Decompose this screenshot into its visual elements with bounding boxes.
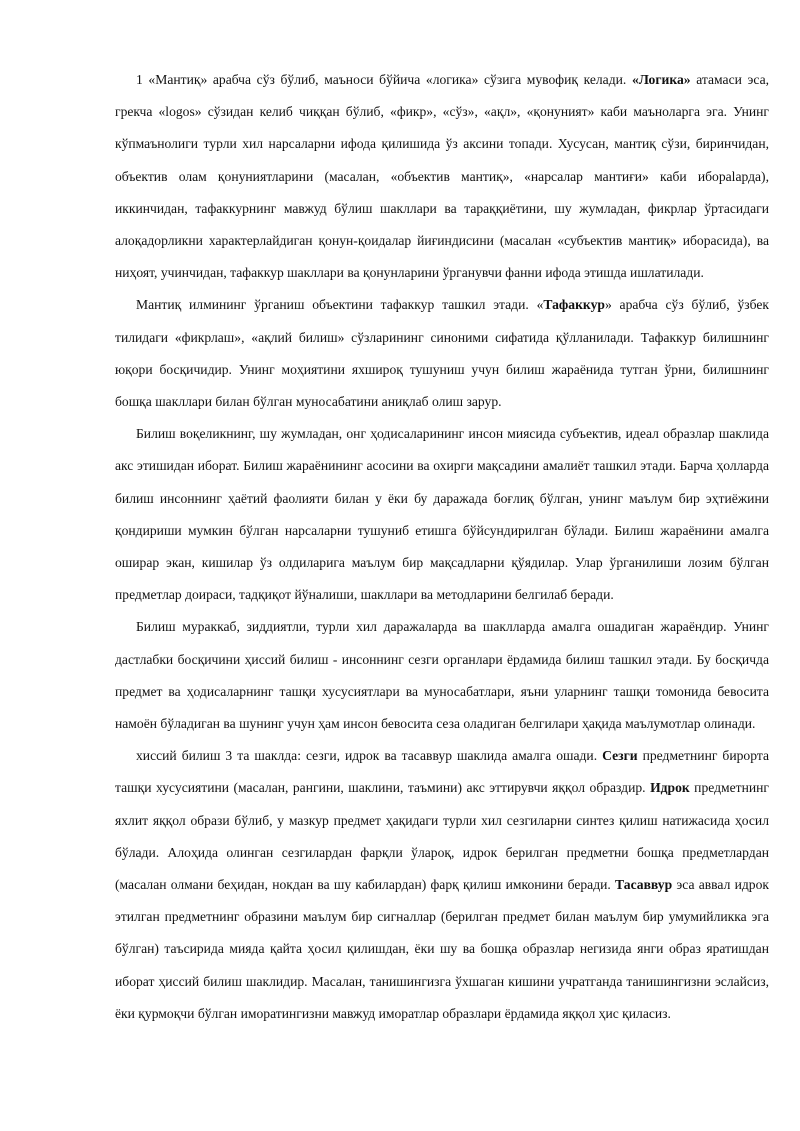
p1-text-1: 1 «Мантиқ» арабча сўз бўлиб, маъноси бўйича «логика» сўзига мувофиқ келади. (136, 72, 632, 87)
p2-text-2: » арабча сўз бўлиб, ўзбек тилидаги «фикрлаш», «ақлий билиш» сўзларининг синоними сифатида қўлланилади. Тафаккур билишнинг юқори босқичидир. Унинг моҳиятини яхшироқ тушуниш учун билиш жараёнида тутган ўрни, билишнинг бошқа шакллари билан бўлган муносабатини аниқлаб олиш зарур. (115, 297, 769, 410)
p3-text-1: Билиш воқеликнинг, шу жумладан, онг ҳодисаларининг инсон миясида субъектив, идеал образлар шаклида акс этишидан иборат. Билиш жараёнининг асосини ва охирги мақсадини амалиёт ташкил этади. Барча ҳолларда билиш инсоннинг ҳаётий фаолияти билан у ёки бу даражада боғлиқ бўлган, унинг маълум бир эҳтиёжини қондириши мумкин бўлган нарсаларни тушуниб етишга бўйсундирилган бўлади. Билиш жараёнини амалга оширар экан, кишилар ўз олдиларига маълум бир мақсадларни қўядилар. Улар ўрганилиши лозим бўлган предметлар доираси, тадқиқот йўналиши, шакллари ва методларини белгилаб беради. (115, 426, 769, 603)
p5-text-3: предметнинг яхлит яққол образи бўлиб, у мазкур предмет ҳақидаги турли хил сезгиларни синтез қилиш натижасида ҳосил бўлади. Алоҳида олинган сезгилардан фарқли ўлароқ, идрок берилган предметни бошқа предметлардан (масалан олмани беҳидан, нокдан ва шу кабилардан) фарқ қилиш имконини беради. (115, 780, 770, 893)
p4-text-1: Билиш мураккаб, зиддиятли, турли хил даражаларда ва шаклларда амалга ошадиган жараёндир. Унинг дастлабки босқичини ҳиссий билиш - инсоннинг сезги органлари ёрдамида билиш ташкил этади. Бу босқичда предмет ва ҳодисаларнинг ташқи хусусиятлари ва муносабатлари, яъни уларнинг ташқи томонида бевосита намоён бўладиган ва шунинг учун ҳам инсон бевосита сеза оладиган белгилари ҳақида маълумотлар олинади. (115, 619, 769, 732)
p1-term-logika: «Логика» (631, 72, 691, 87)
p2-text-1: Мантиқ илмининг ўрганиш объектини тафаккур ташкил этади. « (136, 297, 544, 313)
p2-term-tafakkur: Тафаккур (543, 297, 605, 313)
paragraph-4 (115, 611, 769, 740)
paragraph-2 (115, 289, 769, 418)
p5-text-1: хиссий билиш 3 та шаклда: сезги, идрок ва тасаввур шаклида амалга ошади. (136, 748, 603, 764)
p5-text-2: предметнинг бирорта ташқи хусусиятини (масалан, рангини, шаклини, таъмини) акс эттирувчи яққол образдир. (115, 748, 769, 796)
paragraph-1 (115, 64, 769, 289)
p5-term-sezgi: Сезги (602, 748, 638, 764)
p5-term-idrok: Идрок (650, 780, 690, 796)
document-body (115, 64, 769, 1030)
p5-text-4: эса аввал идрок этилган предметнинг образини маълум бир сигналлар (берилган предмет билан маълум бир умумийликка эга бўлган) таъсирида мияда қайта ҳосил қилишдан, ёки шу ва бошқа образлар негизида янги образ яратишдан иборат ҳиссий билиш шаклидир. Масалан, танишингизга ўхшаган кишини учратганда танишингизни эслайсиз, ёки қурмоқчи бўлган иморатингизни мавжуд иморатлар образлари ёрдамида яққол ҳис қиласиз. (115, 877, 770, 1021)
p5-term-tasavvur: Тасаввур (615, 877, 673, 893)
p1-text-2: атамаси эса, грекча «logos» сўзидан келиб чиққан бўлиб, «фикр», «сўз», «ақл», «қонуният» каби маъноларга эга. Унинг кўпмаънолиги турли хил нарсаларни ифода қилишида ўз аксини топади. Хусусан, мантиқ сўзи, биринчидан, объектив олам қонуниятларини (масалан, «объектив мантиқ», «нарсалар мантиғи» каби иборalарда), иккинчидан, тафаккурнинг мавжуд бўлиш шакллари ва тараққиётини, шу жумладан, фикрлар ўртасидаги алоқадорликни характерлайдиган қонун-қоидалар йиғиндисини (масалан «субъектив мантиқ» иборасида), ва ниҳоят, учинчидан, тафаккур шакллари ва қонунларини ўрганувчи фанни ифода этишда ишлатилади. (115, 72, 769, 281)
paragraph-3 (115, 418, 769, 611)
paragraph-5 (115, 740, 769, 1030)
